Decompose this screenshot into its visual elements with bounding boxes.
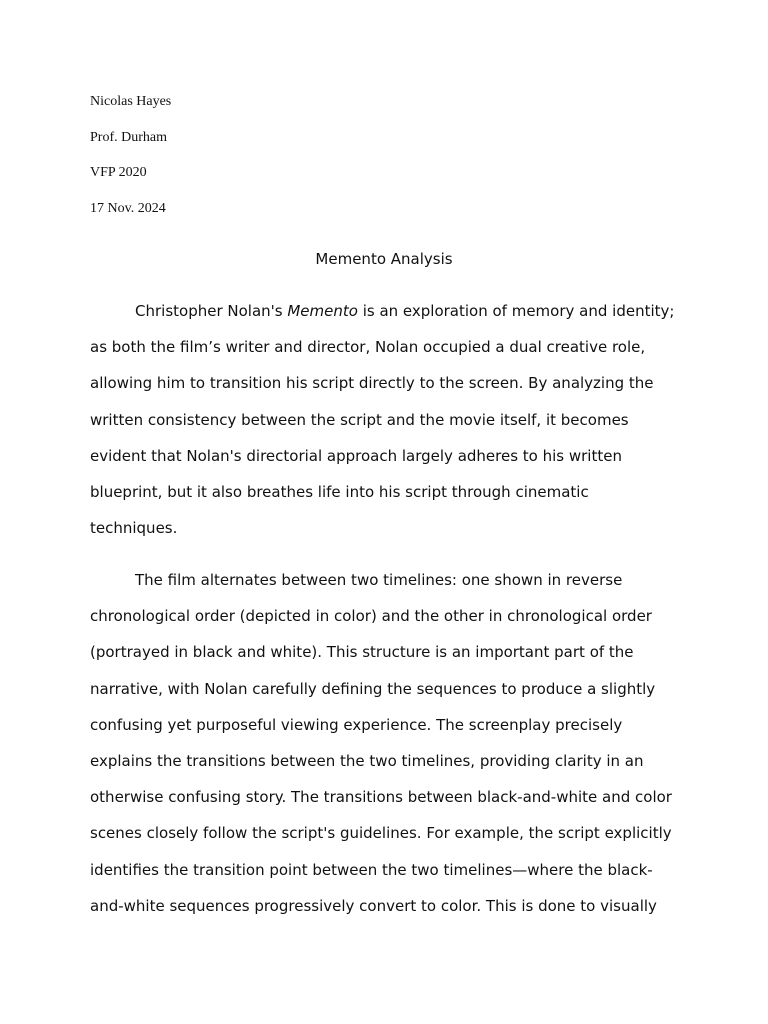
paragraph-line: scenes closely follow the script's guidelines. For example, the script explicitly <box>90 824 672 843</box>
film-title-italic: Memento <box>287 302 358 320</box>
paragraph-line: The film alternates between two timelines: one shown in reverse <box>135 571 623 589</box>
paragraph-line: (portrayed in black and white). This structure is an important part of the <box>90 643 634 662</box>
paragraph-line: confusing yet purposeful viewing experience. The screenplay precisely <box>90 715 623 734</box>
paragraph-line: blueprint, but it also breathes life into his script through cinematic <box>90 482 589 501</box>
text-segment: Christopher Nolan's <box>135 302 288 320</box>
paragraph-1 <box>90 300 674 553</box>
paragraph-line: identifies the transition point between the two timelines—where the black- <box>90 860 653 879</box>
text-segment: is an exploration of memory and identity; <box>357 302 675 320</box>
paragraph-line: written consistency between the script and the movie itself, it becomes <box>90 410 629 429</box>
paragraph-line: techniques. <box>90 519 178 538</box>
paragraph-line: chronological order (depicted in color) and the other in chronological order <box>90 607 652 626</box>
author-name: Nicolas Hayes <box>90 94 172 109</box>
paper-title: Memento Analysis <box>315 250 453 268</box>
course-name: VFP 2020 <box>90 165 147 181</box>
paragraph-line: and-white sequences progressively convert to color. This is done to visually <box>90 896 657 915</box>
professor-name: Prof. Durham <box>90 129 167 145</box>
paragraph-line: as both the film’s writer and director, Nolan occupied a dual creative role, <box>90 338 646 357</box>
paragraph-line: allowing him to transition his script directly to the screen. By analyzing the <box>90 374 654 393</box>
paragraph-line <box>90 300 674 322</box>
paper-date: 17 Nov. 2024 <box>90 201 166 217</box>
paragraph-line: otherwise confusing story. The transitions between black-and-white and color <box>90 788 672 807</box>
paragraph-line: explains the transitions between the two timelines, providing clarity in an <box>90 751 644 770</box>
mla-header <box>90 92 171 235</box>
paragraph-line: narrative, with Nolan carefully defining the sequences to produce a slightly <box>90 679 656 698</box>
paragraph-line: evident that Nolan's directorial approach largely adheres to his written <box>90 446 622 465</box>
paragraph-2 <box>90 569 672 931</box>
